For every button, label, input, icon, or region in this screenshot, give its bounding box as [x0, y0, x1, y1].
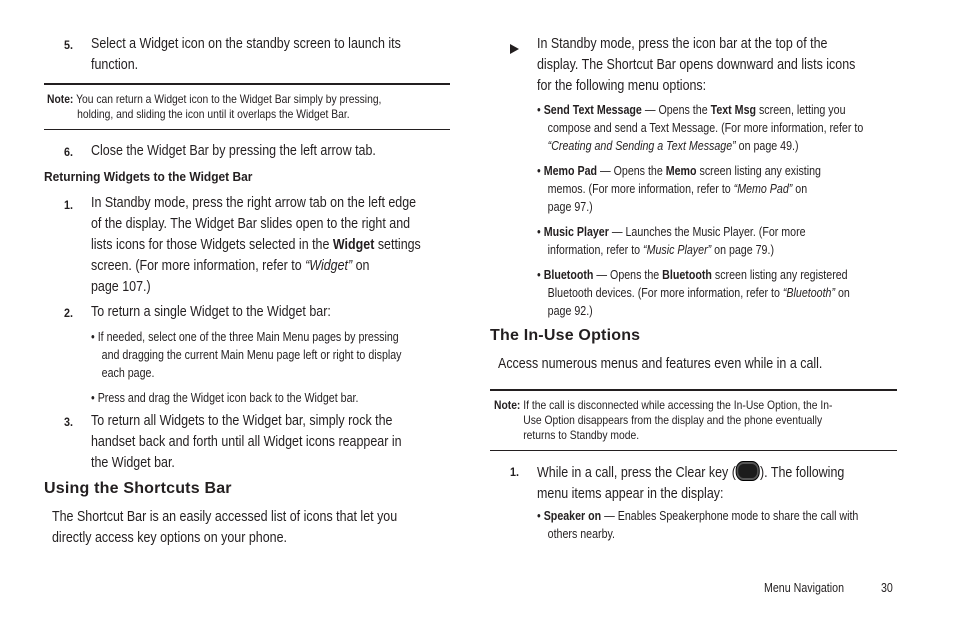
menu-item-memo-pad: • Memo Pad — Opens the Memo screen listing any existing memos. (For more information, refer to “Memo Pad” on page 97.)	[537, 163, 821, 214]
step-number: 5.	[64, 38, 74, 52]
step-text: To return all Widgets to the Widget bar, simply rock the handset back and forth until all Widget icons reappear in the Widget bar.	[91, 413, 402, 471]
note-box: Note: You can return a Widget icon to the Widget Bar simply by pressing, holding, and sliding the icon until it overlaps the Widget Bar.	[47, 92, 382, 121]
bullet-item: • Press and drag the Widget icon back to the Widget bar.	[91, 390, 359, 405]
note-rule-bottom	[490, 450, 897, 451]
step-text: To return a single Widget to the Widget bar:	[91, 304, 331, 320]
step-text: While in a call, press the Clear key ( ). The following menu items appear in the display:	[537, 461, 844, 505]
paragraph: The Shortcut Bar is an easily accessed list of icons that let you directly access key options on your phone.	[52, 509, 398, 546]
note-rule-bottom	[44, 129, 450, 130]
clear-key-icon	[736, 461, 760, 481]
step-number: 3.	[64, 415, 74, 429]
step-number: 1.	[64, 198, 74, 212]
note-box: Note: If the call is disconnected while accessing the In-Use Option, the In- Use Option disappears from the display and the phone eventually returns to Standby mode.	[494, 398, 833, 442]
step-text: Close the Widget Bar by pressing the left arrow tab.	[91, 143, 376, 159]
paragraph: Access numerous menus and features even while in a call.	[498, 356, 823, 372]
step-number: 2.	[64, 306, 74, 320]
triangle-bullet-icon	[510, 41, 519, 59]
paragraph: In Standby mode, press the icon bar at the top of the display. The Shortcut Bar opens downward and lists icons for the following menu options:	[537, 36, 856, 94]
menu-item-music-player: • Music Player — Launches the Music Player. (For more information, refer to “Music Player” on page 79.)	[537, 224, 806, 257]
section-heading: Using the Shortcuts Bar	[44, 480, 232, 497]
menu-item-bluetooth: • Bluetooth — Opens the Bluetooth screen listing any registered Bluetooth devices. (For more information, refer to “Bluetooth” on page 92.)	[537, 267, 850, 318]
step-number: 6.	[64, 145, 74, 159]
step-text: Select a Widget icon on the standby screen to launch its function.	[91, 36, 401, 73]
note-label: Note:	[47, 92, 74, 106]
note-rule-top	[490, 389, 897, 391]
bullet-item: • If needed, select one of the three Main Menu pages by pressing and dragging the current Main Menu page left or right to display each page.	[91, 329, 402, 380]
section-heading: The In-Use Options	[490, 327, 641, 344]
step-number: 1.	[510, 465, 520, 479]
footer-section-name: Menu Navigation	[764, 580, 845, 595]
step-text: In Standby mode, press the right arrow tab on the left edge of the display. The Widget Bar slides open to the right and lists icons for those Widgets selected in the Widget settings screen. (For more information, refer to “Widget” on page 107.)	[91, 195, 421, 295]
menu-item-send-text-message: • Send Text Message — Opens the Text Msg screen, letting you compose and send a Text Message. (For more information, refer to “Creating and Sending a Text Message” on page 49.)	[537, 102, 864, 153]
subheading: Returning Widgets to the Widget Bar	[44, 169, 253, 184]
page-number: 30	[881, 580, 893, 595]
menu-item-speaker-on: • Speaker on — Enables Speakerphone mode to share the call with others nearby.	[537, 508, 859, 541]
note-rule-top	[44, 83, 450, 85]
note-label: Note:	[494, 398, 521, 412]
